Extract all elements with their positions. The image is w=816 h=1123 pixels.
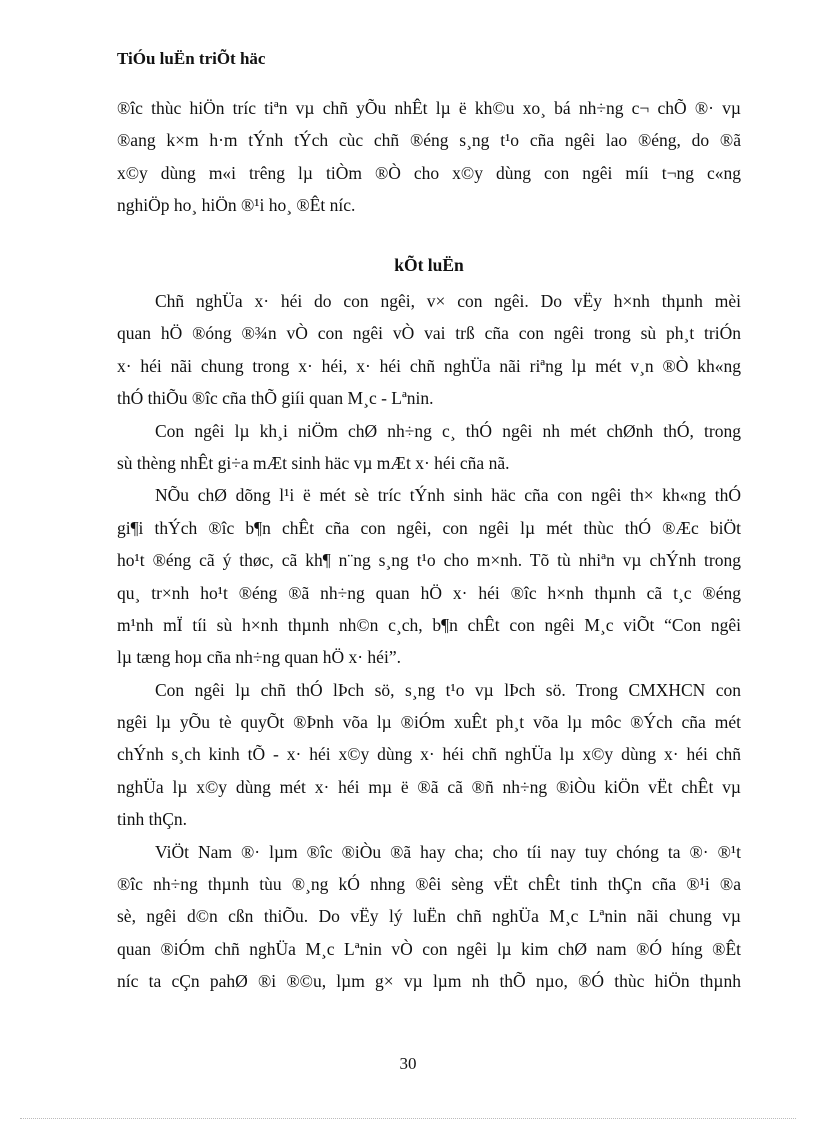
text-line: gi¶i thÝch ®îc b¶n chÊt cña con ngêi, con ngêi lµ mét thùc thÓ ®Æc biÖt — [117, 517, 741, 538]
text-line: ViÖt Nam ®· lµm ®îc ®iÒu ®ã hay cha; cho tíi nay tuy chóng ta ®· ®¹t — [155, 841, 741, 862]
text-line: quan ®iÓm chñ nghÜa M¸c Lªnin vÒ con ngêi lµ kim chØ nam ®Ó híng ®Êt — [117, 938, 741, 959]
text-line: m¹nh mÏ tíi sù h×nh thµnh nh©n c¸ch, b¶n chÊt con ngêi M¸c viÕt “Con ngêi — [117, 614, 741, 635]
text-line: chÝnh s¸ch kinh tÕ - x· héi x©y dùng x· héi chñ nghÜa lµ x©y dùng x· héi chñ — [117, 744, 741, 765]
text-line: x· héi nãi chung trong x· héi, x· héi chñ nghÜa nãi riªng lµ mét v¸n ®Ò kh«ng — [117, 355, 741, 376]
text-line: níc ta cÇn pahØ ®i ®©u, lµm g× vµ lµm nh thÕ nµo, ®Ó thùc hiÖn thµnh — [117, 971, 741, 992]
text-line: thÓ thiÕu ®îc cña thÕ giíi quan M¸c - Lªnin. — [117, 388, 434, 409]
text-line: sù thèng nhÊt gi÷a mÆt sinh häc vµ mÆt x· héi cña nã. — [117, 452, 510, 473]
text-line: nghÜa lµ x©y dùng mét x· héi mµ ë ®ã cã ®ñ nh÷ng ®iÒu kiÖn vËt chÊt vµ — [117, 776, 741, 797]
page-number: 30 — [399, 1054, 417, 1073]
text-line: Con ngêi lµ kh¸i niÖm chØ nh÷ng c¸ thÓ ngêi nh mét chØnh thÓ, trong — [155, 420, 741, 441]
header-title: TiÓu luËn triÕt häc — [117, 49, 266, 68]
intro-paragraph — [117, 92, 741, 222]
text-line: ngêi lµ yÕu tè quyÕt ®Þnh võa lµ ®iÓm xuÊt ph¸t võa lµ môc ®Ých cña mét — [117, 712, 741, 733]
text-line: NÕu chØ dõng l¹i ë mét sè tríc tÝnh sinh häc cña con ngêi th× kh«ng thÓ — [155, 485, 741, 506]
page-bottom-divider — [20, 1118, 796, 1119]
text-line: ®îc nh÷ng thµnh tùu ®¸ng kÓ nhng ®êi sèng vËt chÊt tinh thÇn cña ®¹i ®a — [117, 874, 741, 895]
text-line: nghiÖp ho¸ hiÖn ®¹i ho¸ ®Êt níc. — [117, 195, 356, 216]
text-line: qu¸ tr×nh ho¹t ®éng ®ã nh÷ng quan hÖ x· héi ®îc h×nh thµnh cã t¸c ®éng — [117, 582, 741, 603]
text-line: Con ngêi lµ chñ thÓ lÞch sö, s¸ng t¹o vµ lÞch sö. Trong CMXHCN con — [155, 679, 741, 700]
text-line: ®îc thùc hiÖn tríc tiªn vµ chñ yÕu nhÊt lµ ë kh©u xo¸ bá nh÷ng c¬ chÕ ®· vµ — [117, 98, 741, 118]
text-line: Chñ nghÜa x· héi do con ngêi, v× con ngêi. Do vËy h×nh thµnh mèi — [155, 291, 741, 311]
text-line: ho¹t ®éng cã ý thøc, cã kh¶ n¨ng s¸ng t¹o cho m×nh. Tõ tù nhiªn vµ chÝnh trong — [117, 550, 741, 571]
text-line: quan hÖ ®óng ®¾n vÒ con ngêi vÒ vai trß cña con ngêi trong sù ph¸t triÓn — [117, 323, 741, 344]
section-heading: kÕt luËn — [394, 255, 464, 275]
text-line: lµ tæng hoµ cña nh÷ng quan hÖ x· héi”. — [117, 647, 401, 668]
text-line: sè, ngêi d©n cßn thiÕu. Do vËy lý luËn chñ nghÜa M¸c Lªnin nãi chung vµ — [117, 906, 741, 927]
text-line: ®ang k×m h·m tÝnh tÝch cùc chñ ®éng s¸ng t¹o cña ngêi lao ®éng, do ®ã — [117, 130, 741, 151]
text-line: tinh thÇn. — [117, 809, 188, 830]
conclusion-body — [117, 285, 741, 998]
text-line: x©y dùng m«i trêng lµ tiÒm ®Ò cho x©y dùng con ngêi míi t¬ng c«ng — [117, 162, 741, 183]
